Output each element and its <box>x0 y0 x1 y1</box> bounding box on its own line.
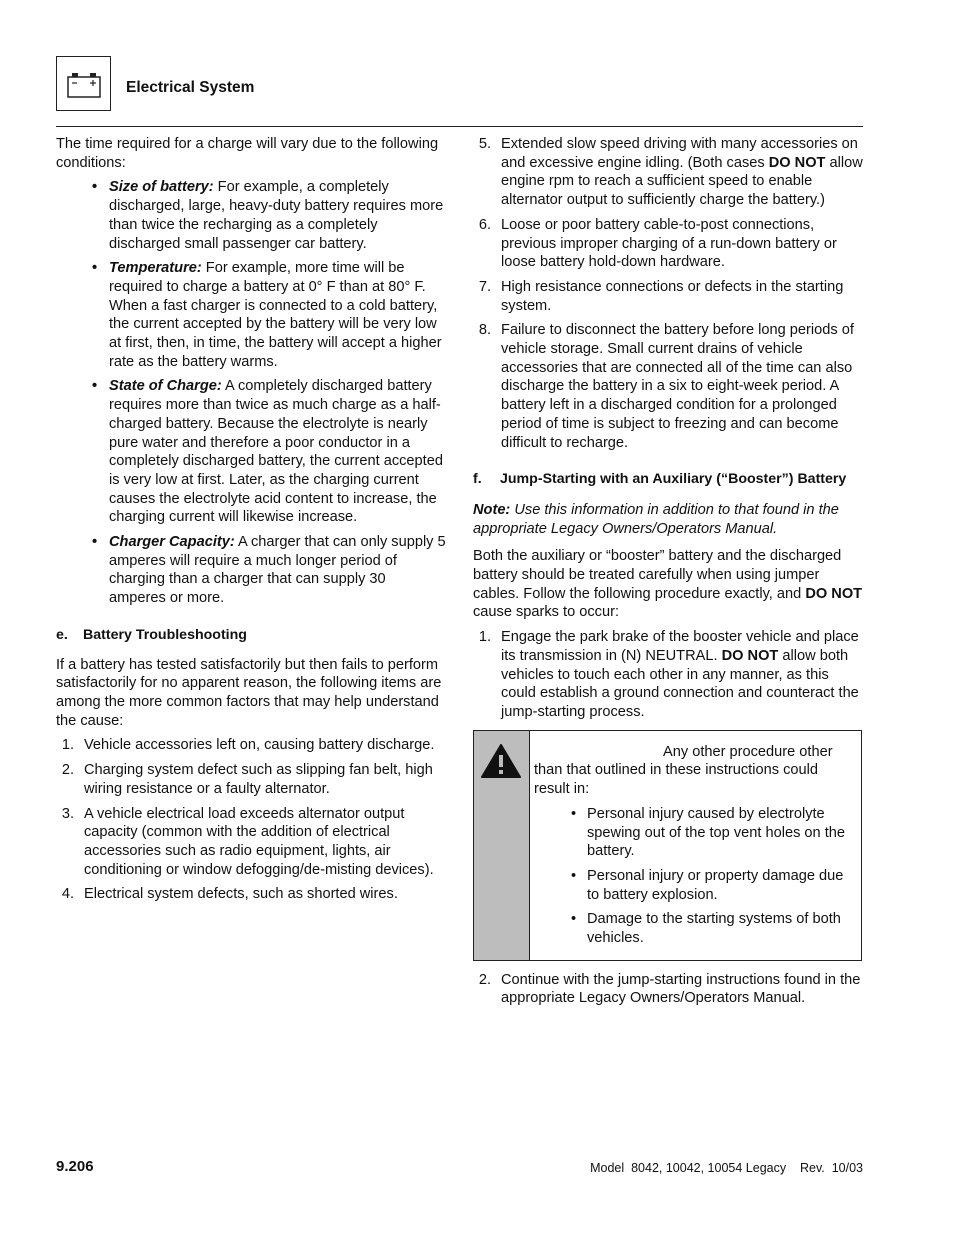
warning-icon <box>480 743 522 779</box>
list-item: 1. Vehicle accessories left on, causing battery discharge. <box>61 737 435 754</box>
list-item: • Personal injury or property damage due to battery explosion. <box>587 867 853 904</box>
charge-factors-list <box>56 178 446 607</box>
list-item: • Temperature: For example, more time will be required to charge a battery at 0° F than at 80° F. When a fast charger is connected to a cold battery, the current accepted by the battery will be very low at first, then, in time, the battery will accept a higher rate as the battery warms. <box>109 259 446 371</box>
list-item: • Size of battery: For example, a completely discharged, large, heavy-duty battery requires more than twice the recharging as a completely discharged small passenger car battery. <box>109 178 446 253</box>
troubleshoot-list <box>56 736 446 904</box>
jump-steps-list <box>473 628 863 722</box>
right-column <box>473 135 863 1014</box>
model-revision: Model 8042, 10042, 10054 Legacy Rev. 10/03 <box>590 1161 863 1175</box>
warning-intro: Any other procedure other than that outlined in these instructions could result in: <box>534 743 833 798</box>
warning-content <box>530 731 861 960</box>
battery-icon <box>66 69 102 99</box>
list-item: 1. Engage the park brake of the booster vehicle and place its transmission in (N) NEUTRAL. DO NOT allow both vehicles to touch each other in any manner, as this could establish a ground connection and counteract the jump-starting process. <box>478 629 859 720</box>
page-number: 9.206 <box>56 1158 94 1175</box>
warning-list <box>534 805 853 948</box>
left-column <box>56 135 446 910</box>
troubleshoot-intro: If a battery has tested satisfactorily but then fails to perform satisfactorily for no apparent reason, the following items are among the more common factors that may help understand the cause: <box>56 656 442 729</box>
section-e-heading: e. Battery Troubleshooting <box>56 626 247 643</box>
header-rule <box>56 126 863 127</box>
list-item: 2. Continue with the jump-starting instructions found in the appropriate Legacy Owners/Operators Manual. <box>478 971 861 1007</box>
list-item: • Damage to the starting systems of both vehicles. <box>587 910 853 947</box>
troubleshoot-list-continued <box>473 135 863 452</box>
page-title: Electrical System <box>126 79 255 96</box>
warning-box <box>473 730 862 961</box>
list-item: 6. Loose or poor battery cable-to-post connections, previous improper charging of a run-down battery or loose battery hold-down hardware. <box>478 216 837 271</box>
list-item: • State of Charge: A completely discharged battery requires more than twice as much charge as a half-charged battery. Because the electrolyte is nearly pure water and therefore a poor conductor in a completely discharged battery, the current accepted is very low at first. Later, as the charging current causes the electrolyte acid content to increase, the charging current will likewise increase. <box>109 377 446 527</box>
booster-paragraph: Both the auxiliary or “booster” battery and the discharged battery should be treated carefully when using jumper cables. Follow the following procedure exactly, and DO NOT cause sparks to occur: <box>473 548 863 621</box>
note-paragraph: Note: Use this information in addition to that found in the appropriate Legacy Owners/Operators Manual. <box>473 501 839 537</box>
list-item: 4. Electrical system defects, such as shorted wires. <box>61 886 398 903</box>
jump-steps-list-continued <box>473 971 863 1008</box>
list-item: 7. High resistance connections or defects in the starting system. <box>478 278 844 314</box>
section-f-heading: f. Jump-Starting with an Auxiliary (“Booster”) Battery <box>473 471 847 488</box>
list-item: • Charger Capacity: A charger that can only supply 5 amperes will require a much longer period of charging than a charger that can supply 30 amperes or more. <box>109 533 446 608</box>
list-item: 2. Charging system defect such as slipping fan belt, high wiring resistance or a faulty alternator. <box>61 762 433 797</box>
list-item: • Personal injury caused by electrolyte spewing out of the top vent holes on the battery. <box>587 805 853 861</box>
battery-icon-box <box>56 56 111 111</box>
list-item: 8. Failure to disconnect the battery before long periods of vehicle storage. Small current drains of vehicle accessories that are connected all of the time can also discharge the battery in a six to eight-week period. A battery left in a discharged condition for a prolonged period of time is subject to freezing and can become difficult to recharge. <box>478 322 854 451</box>
intro-paragraph: The time required for a charge will vary due to the following conditions: <box>56 136 439 171</box>
list-item: 3. A vehicle electrical load exceeds alternator output capacity (common with the addition of electrical accessories such as radio equipment, lights, air conditioning or window defogging/de-misting devices). <box>61 805 434 878</box>
warning-sidebar <box>474 731 530 960</box>
list-item: 5. Extended slow speed driving with many accessories on and excessive engine idling. (Both cases DO NOT allow engine rpm to reach a sufficient speed to enable alternator output to sufficiently charge the battery.) <box>478 136 863 209</box>
